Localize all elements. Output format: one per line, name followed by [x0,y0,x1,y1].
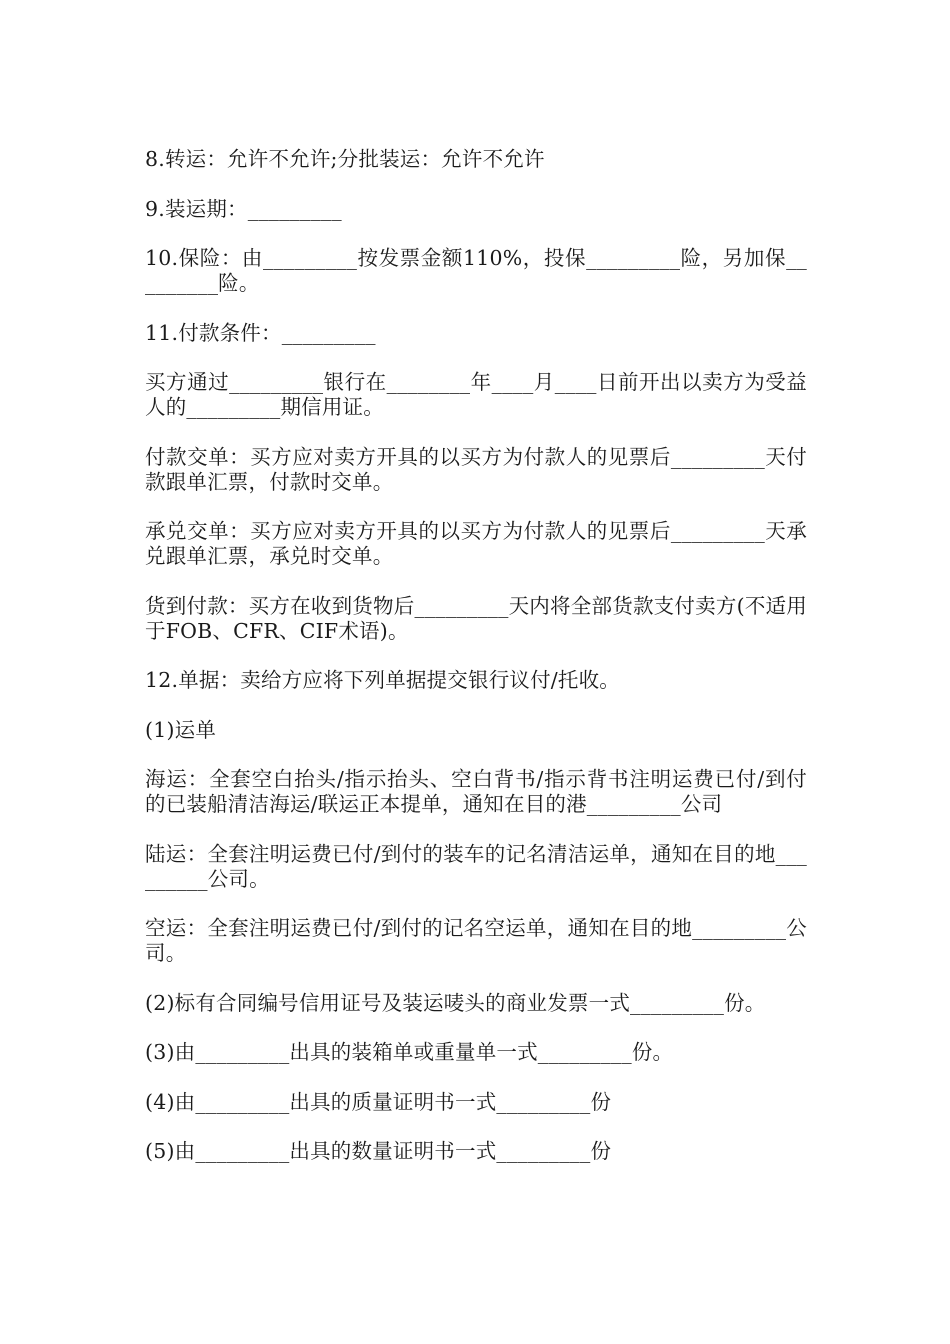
document-item-waybill: (1)运单 [145,717,217,742]
clause-payment-terms: 11.付款条件：_________ [145,320,376,345]
payment-documents-against-acceptance: 承兑交单：买方应对卖方开具的以买方为付款人的见票后_________天承兑跟单汇票，承兑时交单。 [145,519,807,568]
document-page [145,147,807,1189]
waybill-air: 空运：全套注明运费已付/到付的记名空运单，通知在目的地_________公司。 [145,916,807,965]
clause-insurance: 10.保险：由_________按发票金额110%，投保_________险，另加保_________险。 [145,246,807,295]
payment-documents-against-payment: 付款交单：买方应对卖方开具的以买方为付款人的见票后_________天付款跟单汇票，付款时交单。 [145,444,807,494]
payment-cash-on-delivery: 货到付款：买方在收到货物后_________天内将全部货款支付卖方(不适用于FOB、CFR、CIF术语)。 [145,593,807,643]
clause-transshipment: 8.转运：允许不允许;分批装运：允许不允许 [145,147,545,171]
waybill-land: 陆运：全套注明运费已付/到付的装车的记名清洁运单，通知在目的地_________公司。 [145,841,807,891]
payment-letter-of-credit: 买方通过_________银行在________年____月____日前开出以卖方为受益人的_________期信用证。 [145,370,807,419]
document-item-quality-certificate: (4)由_________出具的质量证明书一式_________份 [145,1089,612,1114]
document-item-invoice: (2)标有合同编号信用证号及装运唛头的商业发票一式_________份。 [145,990,766,1015]
document-item-packing-list: (3)由_________出具的装箱单或重量单一式_________份。 [145,1040,674,1064]
clause-documents: 12.单据：卖给方应将下列单据提交银行议付/托收。 [145,668,621,692]
waybill-sea: 海运：全套空白抬头/指示抬头、空白背书/指示背书注明运费已付/到付的已装船清洁海运/联运正本提单，通知在目的港_________公司 [145,767,807,816]
document-item-quantity-certificate: (5)由_________出具的数量证明书一式_________份 [145,1139,612,1163]
clause-shipment-date: 9.装运期：_________ [145,196,342,221]
